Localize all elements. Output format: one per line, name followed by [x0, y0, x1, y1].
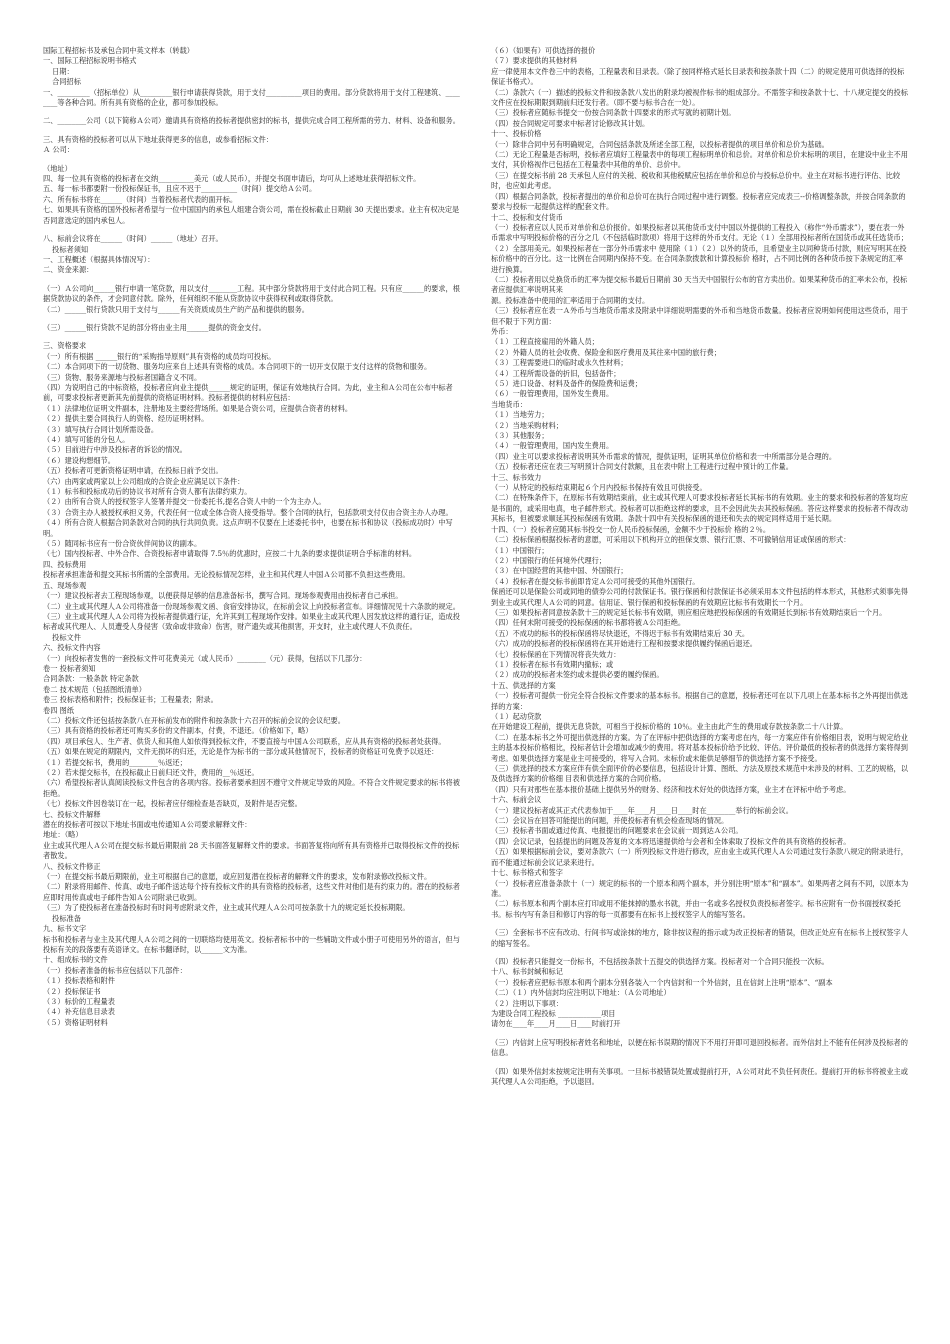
- text-paragraph: 保函还可以是保险公司或同地的债券公司的付款保证书。银行保函和付款保证书必须采用本文件包括的样本形式，其他形式须事先得到业主或其代理人Ａ公司的同意。信用证、银行保函和投标保函的有效期应比标书有效期长一个月。: [491, 587, 908, 607]
- text-paragraph: （一）建议投标者或其正式代表参加于____年____月____日____时在________举行的标前会议。: [491, 805, 793, 815]
- text-paragraph: 三、资格要求: [43, 341, 87, 351]
- text-paragraph: （四）投标者只能提交一份标书，不包括按条款十五提交的供选择方案。投标者对一个合同只能投一次标。: [491, 956, 829, 966]
- text-paragraph: （地址）: [43, 163, 72, 173]
- text-paragraph: 当地货币：: [491, 399, 527, 409]
- text-paragraph: 七、如果具有资格的国外投标者希望与一位中国国内的承包人组建合资公司，需在投标截止日期前 30 天提出要求。业主有权决定是否同意选定的国内承包人。: [43, 205, 460, 225]
- left-column: [43, 46, 461, 1336]
- text-paragraph: （四）为说明自己的中标资格，投标者应向业主提供______规定的证明，保证有效地执行合同。为此，业主和Ａ公司在公布中标者前，可要求投标者更新其先前提供的资格证明材料。投标者提供的材料应包括：: [43, 382, 453, 403]
- text-paragraph: 六、所有标书将在______（时间）当着投标者代表的面开标。: [43, 194, 238, 204]
- text-paragraph: 十三、标书效力: [491, 472, 542, 482]
- text-paragraph: （１）投标表格和附件: [43, 976, 115, 986]
- text-paragraph: 三、具有资格的投标者可以从下地址获得更多的信息，或参看招标文件：: [43, 134, 274, 144]
- paragraph-spacer: [43, 226, 461, 234]
- text-paragraph: （三）在提交标书前 28 天承包人应付的关税、税收和其他税赋应包括在单价和总价与投标总价中。业主在对标书进行评估、比较时，也应如此考虑。: [491, 170, 901, 191]
- text-paragraph: （１）起动贷款: [491, 712, 542, 721]
- text-paragraph: （４）工程所需设备的折旧，包括备件；: [491, 368, 621, 378]
- paragraph-spacer: [43, 315, 461, 323]
- text-paragraph: 五、每一标书都要附一份投标保证书，且应不迟于__________（时间）提交给Ａ公司。: [43, 184, 317, 194]
- text-paragraph: （二）投标保函根据投标者的意愿，可采用以下机构开立的担保支票、银行汇票、不可撤销信用证或保函的形式：: [491, 535, 851, 545]
- text-paragraph: 在开始建设工程前，提供无息贷款，可相当于投标价格的 10％。业主由此产生的费用或存款按条款二十八计算。: [491, 722, 848, 732]
- text-paragraph: 四、投标费用: [43, 559, 87, 569]
- text-paragraph: （５）随同标书应有一份合资伙伴间协议的副本。: [43, 539, 202, 549]
- text-paragraph: （四）项目承包人、生产者、供货人和其他人如依得到投标文件，不要直接与中国Ａ公司联系，应从具有资格的投标者处获得。: [43, 736, 446, 746]
- text-paragraph: （四）只有对那些在基本报价基础上提供另外的财务、经济和技术好处的供选择方案，业主才在评标中给予考虑。: [491, 784, 851, 794]
- text-paragraph: （三）投标者应随标书提交一份按合同条款十四要求的形式写就的初期计划。: [491, 108, 736, 118]
- text-paragraph: （七）投标文件因卷装订在一起，投标者应仔细检查是否缺页，及附件是否完整。: [43, 799, 302, 809]
- text-paragraph: （四）如果外信封未按规定注明有关事项。一旦标书被错误处置或提前打开，Ａ公司对此不负任何责任。提前打开的标书将被业主或其代理人Ａ公司拒绝，予以退回。: [491, 1066, 908, 1086]
- text-paragraph: 十、组成标书的文件: [43, 955, 108, 965]
- text-paragraph: （２）当地采购材料；: [491, 420, 563, 430]
- text-paragraph: （二）本合同项下的一切货物、服务均应来自上述具有资格的成员。本合同项下的一切开支仅限于支付这样的货物和服务。: [43, 362, 432, 372]
- text-paragraph: （２）若未提交标书，在投标截止日前归还文件，费用的__％返还。: [43, 768, 259, 777]
- text-paragraph: （２）提供主要合同执行人的资格、经历证明材料。: [43, 414, 209, 424]
- text-paragraph: （一）向投标者发售的一套投标文件可花费美元（或人民币）________（元）获得，包括以下几部分：: [43, 653, 367, 663]
- text-paragraph: （３）在中国经营的其他中国、外国银行；: [491, 566, 628, 576]
- text-paragraph: （四）根据合同条款，投标者提出的单价和总价可在执行合同过程中进行调整。投标者应完成表三--价格调整条款，并按合同条款的要求与投标一起提供这样的配套文件。: [491, 191, 906, 212]
- text-paragraph: 日期：: [43, 66, 74, 76]
- text-paragraph: 请勿在____年____月____日____时前打开: [491, 1019, 621, 1029]
- text-paragraph: （二）______银行贷款只用于支付与______有关资质成员生产的产品和提供的服务。: [43, 304, 309, 314]
- text-paragraph: （７）要求提供的其他材料: [491, 56, 578, 66]
- text-paragraph: 八、标前会议将在______（时间）______（地址）召开。: [43, 234, 223, 244]
- text-paragraph: 卷二 技术规范（包括图纸清单）: [43, 684, 146, 694]
- text-paragraph: （二）会议旨在回答可能提出的问题，并使投标者有机会检查现场的情况。: [491, 816, 729, 826]
- text-paragraph: （二）在特殊条件下，在原标书有效期结束前，业主或其代理人可要求投标者延长其标书的有效期。业主的要求和投标者的答复均应是书面的，或采用电真，电子邮件形式。投标者可以拒绝这样的要求，且不会因此失去其投标保函。答应这样要求的投标者不得改动其标书，但被要求顺延其投标保函有效期。条款十四中有关投标保函的退还和失去的规定同样适用于延长期。: [491, 493, 908, 524]
- text-paragraph: （四）按合同规定可要求中标者讨论修改其计划。: [491, 118, 650, 128]
- text-paragraph: 一、国际工程招标说明书格式: [43, 56, 137, 66]
- text-paragraph: （２）投标保证书: [43, 986, 101, 996]
- text-paragraph: Ａ 公司：: [43, 145, 75, 155]
- text-paragraph: （五）投标者可更新资格证明申请，在投标日前予交出。: [43, 466, 223, 476]
- text-paragraph: （４）所有合资人根据合同条款对合同的执行共同负责。这点声明不仅要在上述委托书中，也要在标书和协议（投标成功时）中写明。: [43, 518, 453, 538]
- right-column: [491, 46, 909, 1336]
- text-paragraph: （一）除非合同中另有明确规定，合同包括条款及所述全部工程，以投标者提供的项目单价和总价为基础。: [491, 139, 829, 149]
- text-paragraph: （四）会议记录，包括提出的问题及答复的文本将迅速提供给与会者和全体索取了投标文件的具有资格的投标者。: [491, 836, 851, 846]
- text-paragraph: （三）投标者书面或通过传真、电报提出的问题要求在会议前一周到达Ａ公司。: [491, 826, 743, 836]
- text-paragraph: 合同条款：一般条款 特定条款: [43, 674, 139, 684]
- text-paragraph: 十四、（一）投标者应随其标书投交一份人民币投标保函，金额不少于投标价 格的２％。: [491, 524, 771, 534]
- text-paragraph: 投标准备: [43, 913, 81, 923]
- text-paragraph: 卷三 投标表格和附件；投标保证书；工程量表；附录。: [43, 695, 218, 705]
- text-paragraph: 国际工程招标书及承包合同中英文样本（转载）: [43, 46, 194, 55]
- text-paragraph: （六）由两家或两家以上公司组成的合资企业应满足以下条件：: [43, 476, 245, 486]
- text-paragraph: 七、投标文件解释: [43, 809, 101, 819]
- text-paragraph: （三）全套标书不应有改动、行间书写或涂抹的地方，除非按议程的指示或为改正投标者的错误，但改正处应有在标书上授权签字人的缩写签名。: [491, 928, 908, 948]
- text-paragraph: （一）投标者可提供一份完全符合投标文件要求的基本标书。根据自己的意愿，投标者还可在以下几项上在基本标书之外再提出供选择的方案：: [491, 691, 908, 711]
- text-paragraph: （４）一般管理费用，国内发生费用。: [491, 441, 614, 451]
- text-paragraph: （六）希望投标者认真阅读投标文件包含的各项内容。投标者要承担因不遵守文件规定导致的风险。不符合文件规定要求的标书将被拒绝。: [43, 778, 460, 798]
- paragraph-spacer: [491, 1059, 909, 1067]
- text-paragraph: 十八、标书封缄和标记: [491, 967, 563, 977]
- text-paragraph: 五、现场参观: [43, 580, 87, 590]
- text-paragraph: （二）业主或其代理人Ａ公司将准备一份现场参观文函、食宿安排协议，在标前会议上向投标者宣布。详细情况见十六条款的规定。: [43, 601, 460, 611]
- text-paragraph: （三）供选择的技术方案应伴有供全面评价的必要信息，包括设计计算、图纸、方法及原技术规范中未涉及的材料、工艺的规格，以及供选择方案的价格细 目表和供选择方案的合同价格。: [491, 764, 908, 784]
- text-paragraph: 卷一 投标者须知: [43, 663, 96, 673]
- text-paragraph: （七）国内投标者、中外合作、合资投标者申请取得 7.5％的优惠时，应按二十九条的要求提供证明合乎标准的材料。: [43, 549, 417, 559]
- text-paragraph: （６）建设构想细节。: [43, 455, 115, 465]
- text-paragraph: （二）条款六（一）描述的投标文件和按条款八发出的附录均被视作标书的组成部分。不需签字和按条款十七、十八规定提交的投标文件应在投标期限到期前归还发行者。（即不要与标书合在一处）。: [491, 87, 908, 108]
- text-paragraph: （３）合资主办人被授权承担义务，代表任何一位或全体合资人接受指导。整个合同的执行，包括款项支付仅由合资主办人办理。: [43, 507, 453, 517]
- text-paragraph: （１）法律地位证明文件副本，注册地及主要经营场所。如果是合资公司，应提供合资者的材料。: [43, 403, 353, 413]
- text-paragraph: 外币：: [491, 326, 513, 336]
- text-paragraph: （四）业主可以要求投标者说明其外币需求的情况，提供证明，证明其单位价格和表一中所需部分是合理的。: [491, 451, 837, 461]
- text-paragraph: （二）投标者用以兑换货币的汇率为提交标书最后日期前 30 天当天中国银行公布的官方卖出价。如果某种货币的汇率未公布，投标者应提供汇率说明其来: [491, 274, 908, 295]
- text-paragraph: 八、投标文件修正: [43, 861, 101, 871]
- paragraph-spacer: [491, 949, 909, 957]
- text-paragraph: （５）资格证明材料: [43, 1017, 108, 1027]
- text-paragraph: （３）标价的工程量表: [43, 996, 115, 1006]
- paragraph-spacer: [491, 1030, 909, 1038]
- text-paragraph: （４）补充信息目录表: [43, 1007, 115, 1017]
- text-paragraph: 一、_________（招标单位）从_________银行申请获得贷款，用于支付__________项目的费用。部分贷款将用于支付工程建筑、________等各种合同。所有具有资格的企业，都可参加投标。: [43, 87, 460, 108]
- text-paragraph: （二）在基本标书之外可提出供选择的方案。为了在评标中把供选择的方案考虑在内，每一方案应伴有价格细目表，说明与规定给业主的基本投标价格相比，投标者估计会增加或减少的费用。将对基本投标价给予比较、评估。评价最低的投标者的供选择方案将得到考虑。如果供选择方案是业主可接受的，将写入合同。未标价或未能供足够细节的供选择方案不予接受。: [491, 732, 908, 763]
- text-paragraph: （５）进口设备、材料及备件的保险费和运费；: [491, 379, 642, 388]
- paragraph-spacer: [43, 276, 461, 284]
- text-paragraph: （三）为了使投标者在准备投标时有时间考虑附录文件，业主或其代理人Ａ公司可按条款十九的规定延长投标期限。: [43, 903, 410, 913]
- text-paragraph: 十五、供选择的方案: [491, 680, 556, 690]
- text-paragraph: （三）具有资格的投标者还可购买多份的文件副本，付费，不退还。（价格如下，略）: [43, 726, 313, 736]
- text-paragraph: （二）标书原本和两个副本应打印或用不能抹掉的墨水书就，并由一名或多名授权负责投标者签字。标书应附有一份书面授权委托书。标书内写有条目和修订内容的每一页都要有在标书上授权签字人的缩写签名。: [491, 899, 901, 919]
- text-paragraph: （４）投标者在提交标书前即肯定Ａ公司可接受的其他外国银行。: [491, 576, 700, 586]
- text-paragraph: （３）其他服务；: [491, 431, 549, 441]
- text-paragraph: （６）（如果有）可供选择的报价: [491, 46, 596, 55]
- text-paragraph: 二、资金来源：: [43, 265, 94, 275]
- text-paragraph: （三）投标者应在表一Ａ外币与当地货币需求及附录中详细说明需要的外币和当地货币数量。投标者应说明如何使用这些货币，用于但不限于下列方面：: [491, 306, 908, 326]
- text-paragraph: 九、标书文字: [43, 924, 87, 934]
- text-paragraph: 六、投标文件内容: [43, 643, 101, 653]
- text-paragraph: （一）在提交标书最后期限前，业主可根据自己的意愿，或应回复潜在投标者的解释文件的要求，发布附录修改投标文件。: [43, 872, 432, 882]
- text-paragraph: （６）一般管理费用，国外发生费用。: [491, 389, 614, 399]
- text-paragraph: 潜在的投标者可按以下地址书面或电传通知Ａ公司要求解释文件：: [43, 820, 252, 830]
- paragraph-spacer: [43, 333, 461, 341]
- text-paragraph: 投标文件: [43, 632, 81, 642]
- text-paragraph: 地址：（略）: [43, 830, 83, 840]
- text-paragraph: （四）任何未附可接受的投标保函的标书都将被Ａ公司拒绝。: [491, 618, 686, 628]
- text-paragraph: 合同招标: [43, 77, 81, 87]
- text-paragraph: （一）Ａ公司向______银行申请一笔贷款，用以支付________工程。其中部分贷款将用于支付此合同工程。只有应______的要求，根据贷款协议的条件，才会同意付款。除外，任何组织不能从贷款协议中获得权利或取得贷款。: [43, 283, 460, 304]
- text-paragraph: （三）业主或其代理人Ａ公司将为投标者提供通行证，允许其到工程现场作安排。如果业主或其代理人因发放这样的通行证，造成投标者或其代理人、人员遭受人身侵害（致命或非致命）伤害，财产遗失或其他损害，开支时，业主或代理人不负责任。: [43, 611, 460, 632]
- text-paragraph: 十六、标前会议: [491, 795, 542, 805]
- text-paragraph: （２）外籍人员的社会收费、保险金和医疗费用及其往来中国的旅行费；: [491, 347, 722, 357]
- text-paragraph: （１）工程直接雇用的外籍人员；: [491, 337, 599, 347]
- text-paragraph: （一）投标者应以人民币对单价和总价报价。如果投标者以其他货币支付中国以外提供的工程投入（称作“外币需求”），要在表一外币需求中写明投标价格的百分之几（不包括临时款项）将用于这样的外币支付。无论（１）全部用投标者所在国货币或其任选货币；（２）全部用美元。如果投标者在一部分外币需求中 使用除（１）（２）以外的货币，且希望业主以同种货币付款，则应写明其在投标价格中的百分比。这一比例在合同期内保持不变。在合同条款拨款和计算投标价 格时，占不同比例的各种货币按下条规定的汇率进行换算。: [491, 222, 908, 274]
- text-paragraph: 业主或其代理人Ａ公司在提交标书最后期限前 28 天书面答复解释文件的要求。书面答复将向所有具有资格并已取得投标文件的投标者散发。: [43, 840, 460, 861]
- text-paragraph: （２）由所有合资人的授权签字人签署并提交一份委托书,提名合资人中的一个为主办人。: [43, 497, 326, 507]
- text-paragraph: （七）投标保函在下列情况将丧失效力：: [491, 649, 621, 659]
- text-paragraph: （一）所有根据 ______银行的“采购指导原则”具有资格的成员均可投标。: [43, 351, 276, 361]
- text-paragraph: （三）______银行贷款不足的部分将由业主用______提供的资金支付。: [43, 322, 266, 332]
- text-paragraph: 源。投标准备中使用的汇率适用于合同期的支付。: [491, 295, 650, 305]
- text-paragraph: （一）投标者应把标书原本和两个副本分别各装入一个内信封和一个外信封，且在信封上注明“原本”、“副本: [491, 977, 833, 987]
- text-paragraph: （二）附录将用邮件、传真、或电子邮件送达每个持有投标文件的具有资格的投标者，这些文件对他们是有约束力的。潜在的投标者应即时用传真或电子邮件告知Ａ公司附录已收到。: [43, 882, 460, 902]
- text-paragraph: （１）投标者在标书有效期内撤标；或: [491, 659, 614, 669]
- text-paragraph: （五）不成功的标书的投标保函将尽快退还，不得迟于标书有效期结束后 30 天。: [491, 628, 750, 638]
- text-paragraph: （二）（１）内外信封均应注明以下地址：（Ａ公司地址）: [491, 988, 671, 998]
- text-paragraph: （１）中国银行；: [491, 545, 549, 555]
- text-paragraph: 十七、标书格式和签字: [491, 868, 563, 878]
- text-paragraph: （一）从特定的投标结束期起６个月内投标书保持有效且可供接受。: [491, 483, 707, 493]
- text-paragraph: （一）建议投标者去工程现场参观，以便获得足够的信息准备标书，撰写合同。现场参观费用由投标者自己承担。: [43, 591, 403, 601]
- text-paragraph: （五）如果根据标前会议，要对条款六（一）所列投标文件进行修改，应由业主或其代理人Ａ公司通过发行条款八规定的附录进行，而不能通过标前会议记录来进行。: [491, 847, 908, 867]
- text-paragraph: （一）投标者应准备条款十（一）规定的标书的一个原本和两个副本，并分别注明“原本”和“副本”。如果两者之间有不同，以原本为准。: [491, 878, 909, 898]
- text-paragraph: （４）填写可能的分包人。: [43, 435, 130, 444]
- text-paragraph: （１）标书和投标成功后的协议书对所有合资人都有法律约束力。: [43, 487, 252, 497]
- text-paragraph: 四、每一位具有资格的投标者在交纳__________美元（或人民币），并提交书面申请后，均可从上述地址获得招标文件。: [43, 174, 421, 184]
- text-paragraph: 十一、投标价格: [491, 129, 542, 139]
- paragraph-spacer: [43, 108, 461, 116]
- text-paragraph: （１）若提交标书，费用的________％返还；: [43, 757, 187, 767]
- text-paragraph: 为建设合同工程投标 ____________项目: [491, 1008, 616, 1018]
- text-paragraph: （五）如果在规定的期限内，文件无损坏的归还，无论是作为标书的一部分或其他情况下，投标者的资格证可免费予以返还：: [43, 747, 439, 757]
- text-paragraph: （２）中国银行的任何境外代理行；: [491, 555, 607, 565]
- text-paragraph: 标书和投标者与业主及其代理人Ａ公司之间的一切联络均使用英文。投标者标书中的一些辅助文件或小册子可使用另外的语言，但与投标有关的段落要有英语译文。在标书翻译时，以______文为准。: [43, 934, 460, 954]
- text-paragraph: （二）投标文件还包括按条款八在开标前发布的附件和按条款十六召开的标前会议的会议纪要。: [43, 715, 345, 725]
- text-paragraph: （一）投标者准备的标书应包括以下几部件：: [43, 965, 187, 975]
- paragraph-spacer: [491, 920, 909, 928]
- text-paragraph: （５）目前进行中涉及投标者的诉讼的情况。: [43, 445, 187, 455]
- text-paragraph: 二、________公司（以下简称Ａ公司）邀请具有资格的投标者提供密封的标书，提供完成合同工程所需的劳力、材料、设备和服务。: [43, 116, 460, 126]
- text-paragraph: （２）注明以下事项：: [491, 998, 563, 1008]
- text-paragraph: （３）填写执行合同计划所需设备。: [43, 424, 159, 434]
- text-paragraph: （三）如果投标者同意按条款十三的规定延长标书有效期，则应相应地把投标保函的有效期延长到标书有效期结束后一个月。: [491, 607, 887, 617]
- text-paragraph: 一、工程概述（根据具体情况写）：: [43, 254, 155, 264]
- text-paragraph: （１）当地劳力；: [491, 410, 549, 420]
- paragraph-spacer: [43, 156, 461, 164]
- text-paragraph: 投标者须知: [43, 244, 89, 254]
- text-paragraph: 投标者承担准备和提交其标书所需的全部费用。无论投标情况怎样，业主和其代理人中国Ａ公司都不负担这些费用。: [43, 570, 410, 580]
- text-paragraph: （二）无论工程量是否标明，投标者应填好工程量表中的每项工程标明单价和总价。对单价和总价未标明的项目，在建设中业主不用支付，其价格视作已包括在工程量表中其他的单价、总价中。: [491, 150, 908, 170]
- text-paragraph: （六）成功的投标者的投标保函将在其开始进行工程和按要求提供履约保函后退还。: [491, 639, 757, 649]
- text-paragraph: （２）成功的投标者未签约或未提供必要的履约保函。: [491, 670, 664, 680]
- text-paragraph: 十二、投标和支付货币: [491, 212, 563, 222]
- text-paragraph: （３）工程需要进口的临时或永久性材料；: [491, 358, 628, 368]
- text-paragraph: 卷四 图纸: [43, 705, 75, 715]
- text-paragraph: 应一律使用本文件卷三中的表格，工程量表和目录表。（除了按同样格式延长目录表和按条款十四（二）的规定使用可供选择的投标保证书格式）。: [491, 66, 905, 87]
- text-paragraph: （五）投标者还应在表三写明预计合同支付款额，且在表中附上工程进行过程中预计的工作量。: [491, 462, 793, 472]
- text-paragraph: （三）内信封上应写明投标者姓名和地址，以便在标书误期的情况下不用打开即可退回投标者。而外信封上不能有任何涉及投标者的信息。: [491, 1037, 908, 1058]
- paragraph-spacer: [43, 127, 461, 135]
- text-paragraph: （三）货物、服务来源地与投标者国籍含义不同。: [43, 372, 202, 382]
